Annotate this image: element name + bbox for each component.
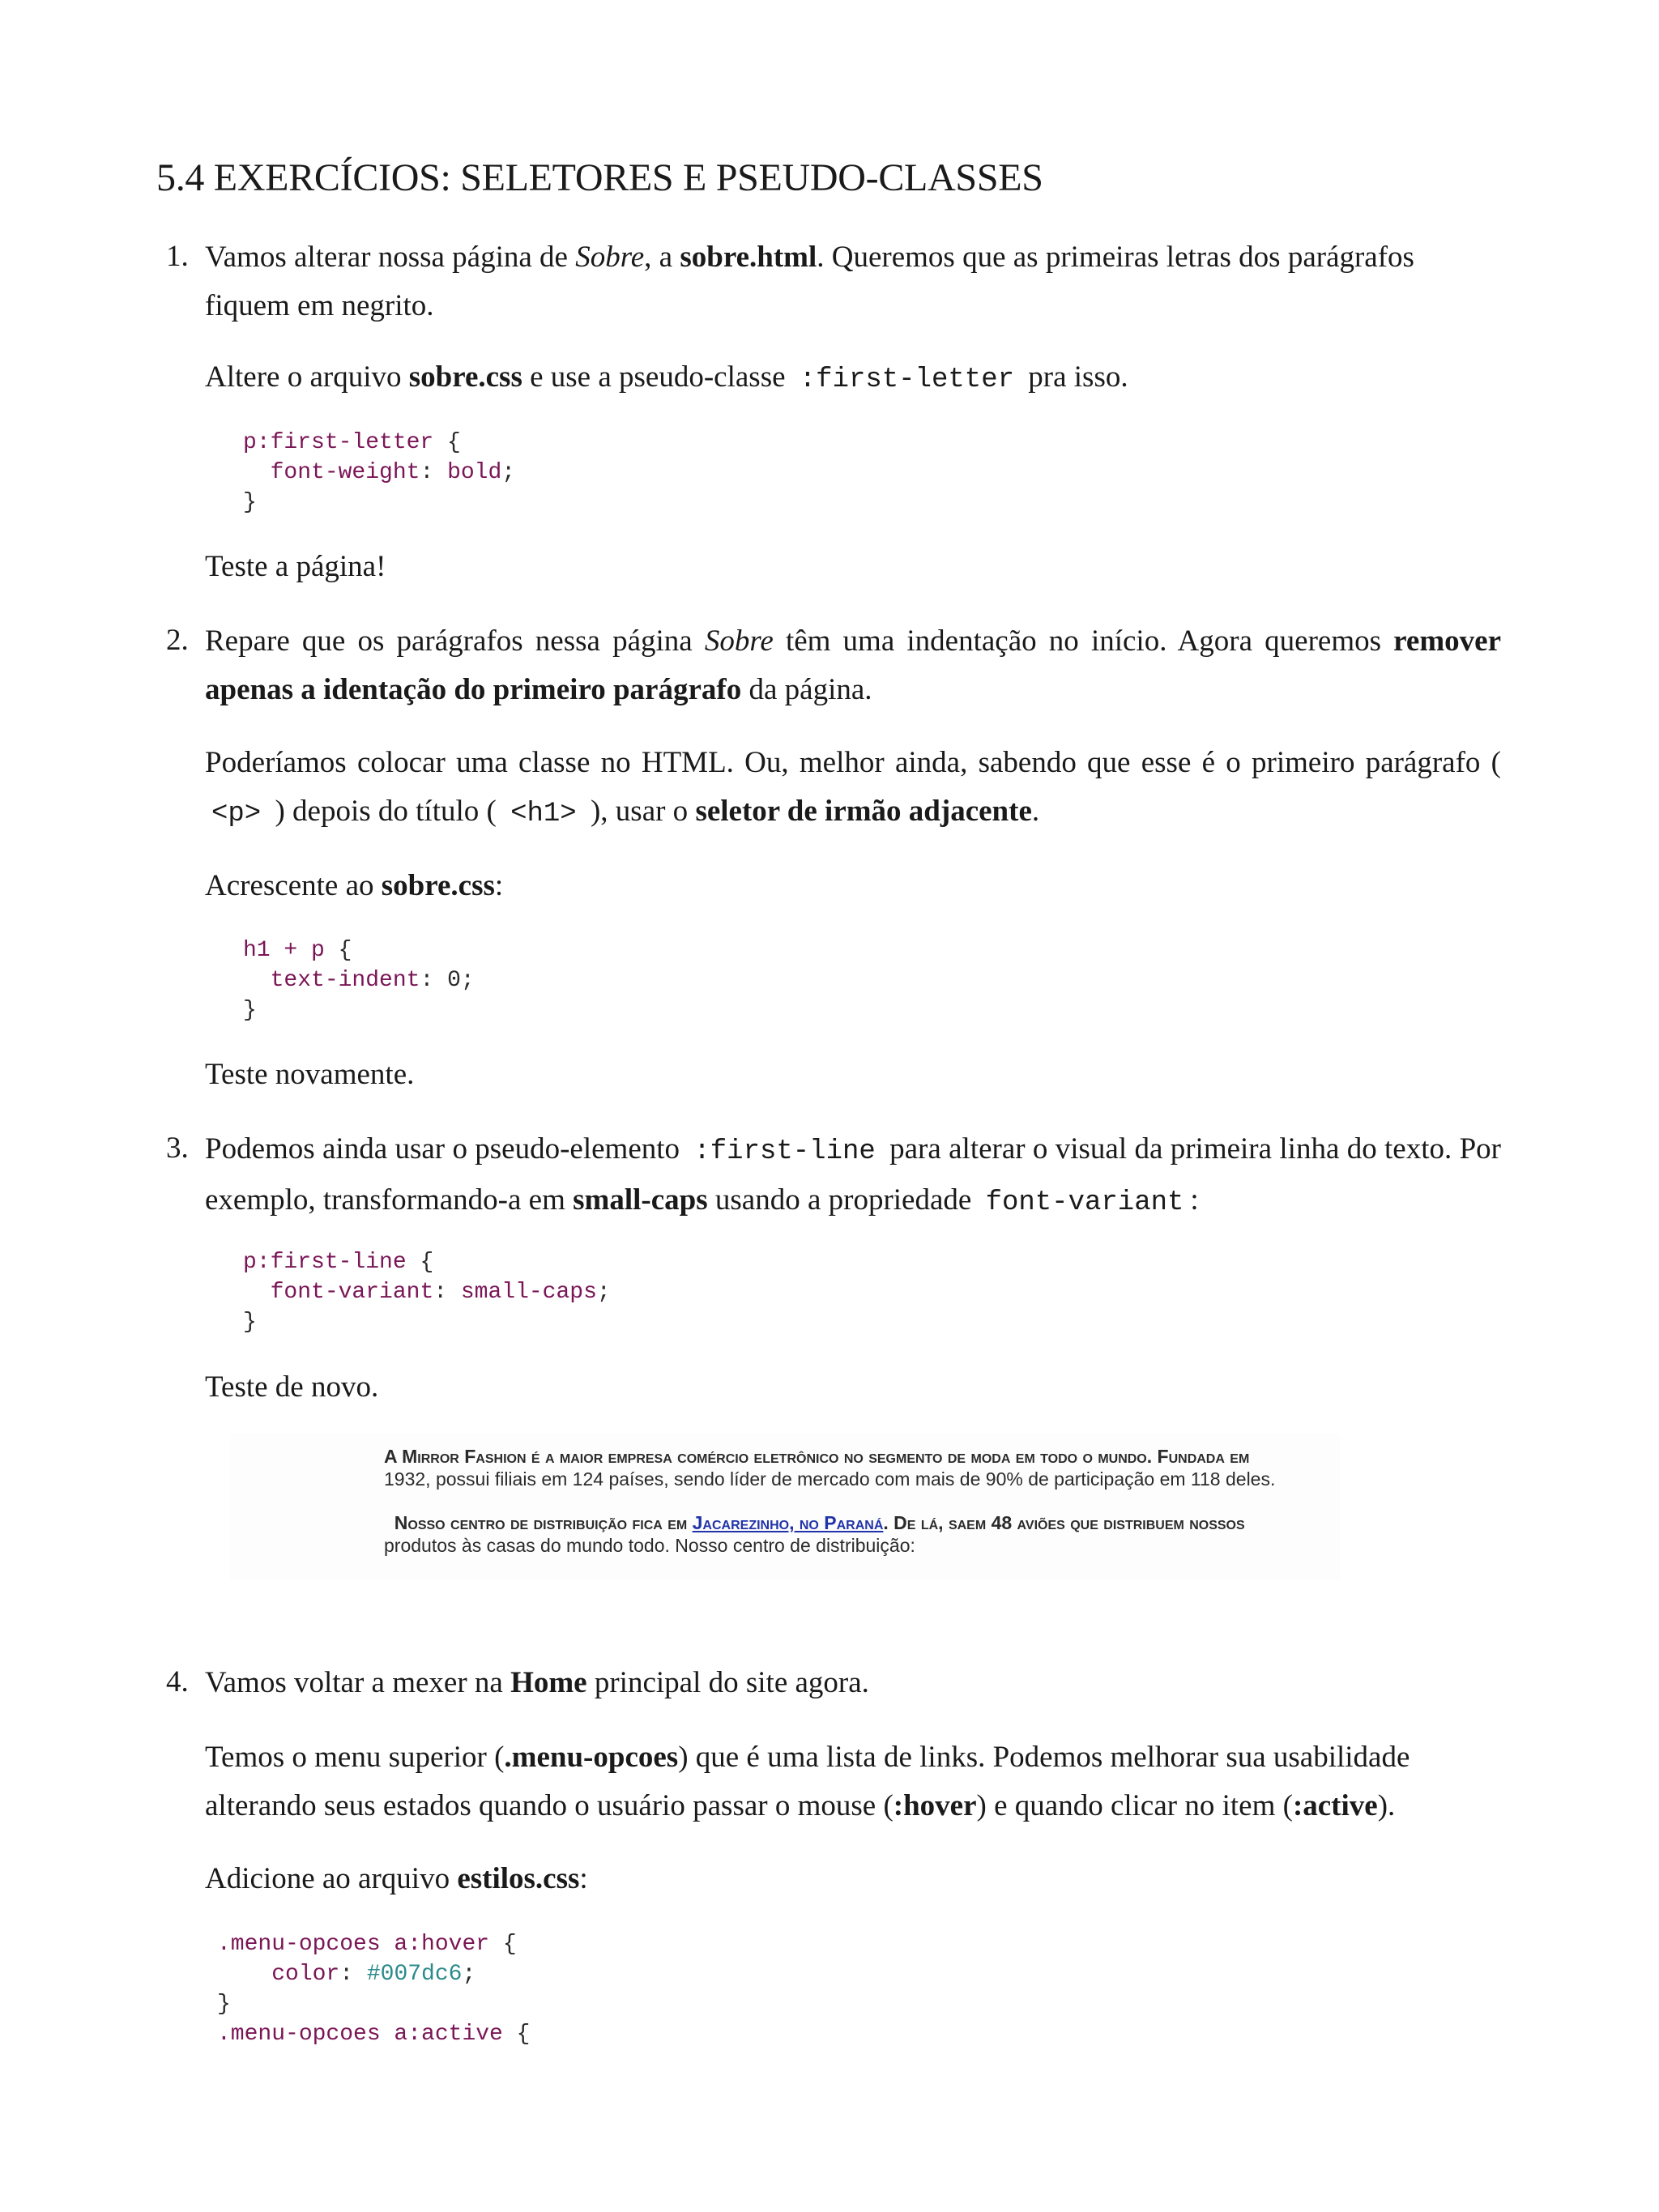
example-screenshot: [230, 1434, 1340, 1579]
text: ), usar o: [582, 795, 696, 828]
code-selector: h1 + p: [243, 938, 325, 963]
item-4-paragraph-2: [205, 1733, 1501, 1831]
text: Vamos alterar nossa página de: [205, 241, 576, 274]
section-heading: 5.4 EXERCÍCIOS: SELETORES E PSEUDO-CLASSES: [156, 156, 1043, 199]
code-property: text-indent: [270, 968, 420, 993]
item-1-paragraph-1: [205, 233, 1501, 330]
text: para alterar o visual da primeira linha do texto. Por exemplo, transformando-a em: [205, 1132, 1501, 1217]
item-3-paragraph-2: Teste de novo.: [205, 1370, 379, 1404]
text: ) que é uma lista de links. Podemos melhorar sua usabilidade alterando seus estados quando o usuário passar o mouse (: [205, 1741, 1410, 1822]
item-4-paragraph-1: [205, 1659, 1501, 1707]
text: Acrescente ao: [205, 869, 382, 902]
code-value: #007dc6: [366, 1962, 463, 1987]
text: Poderíamos colocar uma classe no HTML. Ou, melhor ainda, sabendo que esse é o primeiro parágrafo (: [205, 746, 1501, 779]
text: produtos às casas do mundo todo. Nosso centro de distribuição:: [384, 1535, 915, 1556]
text: pra isso.: [1021, 360, 1128, 394]
strong: sobre.css: [381, 869, 495, 902]
item-2-paragraph-2: [205, 739, 1501, 838]
item-4-paragraph-3: [205, 1855, 1501, 1903]
jacarezinho-link[interactable]: Jacarezinho, no Paraná: [692, 1512, 884, 1533]
item-1-paragraph-2: [205, 353, 1501, 404]
item-1-number: 1.: [166, 240, 189, 273]
text: ).: [1377, 1789, 1396, 1822]
text: 1932, possui filiais em 124 países, sendo líder de mercado com mais de 90% de participação em 118 deles.: [384, 1468, 1276, 1490]
text: e use a pseudo-classe: [522, 360, 793, 394]
code-selector: p:first-letter: [243, 430, 434, 455]
text: ) e quando clicar no item (: [976, 1789, 1293, 1822]
item-1-paragraph-3: Teste a página!: [205, 550, 386, 583]
text: Temos o menu superior (: [205, 1741, 505, 1774]
item-2-number: 2.: [166, 624, 189, 657]
text: , a: [644, 241, 680, 274]
inline-code: :first-letter: [799, 364, 1015, 395]
strong: remover apenas a identação do primeiro parágrafo: [205, 624, 1501, 706]
text: Podemos ainda usar o pseudo-elemento: [205, 1132, 688, 1166]
code-block-3: p:first-line { font-variant: small-caps; }: [243, 1250, 611, 1335]
item-3-number: 3.: [166, 1132, 189, 1165]
code-value: bold: [447, 460, 502, 485]
item-3-paragraph-1: [205, 1125, 1501, 1227]
code-selector: .menu-opcoes a:hover: [217, 1932, 490, 1957]
code-selector: .menu-opcoes a:active: [217, 2022, 503, 2047]
code-property: font-variant: [270, 1280, 434, 1305]
text: Adicione ao arquivo: [205, 1862, 458, 1895]
screenshot-paragraph-2: [384, 1511, 1340, 1557]
text: :: [579, 1862, 588, 1895]
text: Altere o arquivo: [205, 360, 409, 394]
text: principal do site agora.: [586, 1666, 869, 1699]
strong: estilos.css: [457, 1862, 580, 1895]
item-2-paragraph-4: Teste novamente.: [205, 1058, 415, 1091]
strong: sobre.css: [408, 360, 522, 394]
code-block-2: h1 + p { text-indent: 0; }: [243, 938, 475, 1023]
emphasis: Sobre: [704, 624, 774, 658]
inline-code: font-variant: [985, 1187, 1184, 1218]
text: . Queremos que as primeiras letras dos parágrafos fiquem em negrito.: [205, 241, 1414, 322]
inline-code: :first-line: [693, 1136, 876, 1167]
text: usando a propriedade: [707, 1183, 979, 1217]
screenshot-paragraph-1: [384, 1445, 1340, 1490]
item-4-number: 4.: [166, 1665, 189, 1698]
text: da página.: [741, 673, 872, 706]
code-property: font-weight: [270, 460, 420, 485]
strong: .menu-opcoes: [504, 1741, 679, 1774]
text: :: [494, 869, 504, 902]
text: .: [1031, 795, 1040, 828]
text: :: [1190, 1183, 1199, 1217]
strong: small-caps: [573, 1183, 708, 1217]
text: ) depois do título (: [267, 795, 505, 828]
code-block-4: .menu-opcoes a:hover { color: #007dc6; } .menu-opcoes a:active {: [217, 1932, 531, 2047]
code-property: color: [271, 1962, 340, 1987]
small-caps-line: . De lá, saem 48 aviões que distribuem nossos: [883, 1512, 1245, 1533]
text: Vamos voltar a mexer na: [205, 1666, 511, 1699]
strong: :hover: [893, 1789, 977, 1822]
item-2-paragraph-1: [205, 617, 1501, 714]
inline-code: <h1>: [510, 799, 577, 829]
strong: Home: [510, 1666, 587, 1699]
inline-code: <p>: [211, 799, 262, 829]
text: Repare que os parágrafos nessa página: [205, 624, 705, 658]
emphasis: Sobre: [575, 241, 645, 274]
code-block-1: p:first-letter { font-weight: bold; }: [243, 430, 516, 515]
small-caps-line: A Mirror Fashion é a maior empresa comércio eletrônico no segmento de moda em todo o mundo. Fundada em: [384, 1446, 1250, 1467]
code-value: small-caps: [460, 1280, 597, 1305]
code-selector: p:first-line: [243, 1250, 407, 1275]
text: têm uma indentação no início. Agora queremos: [773, 624, 1394, 658]
strong: :active: [1292, 1789, 1378, 1822]
small-caps-line: Nosso centro de distribuição fica em: [394, 1512, 688, 1533]
strong: seletor de irmão adjacente: [695, 795, 1032, 828]
item-2-paragraph-3: [205, 862, 1501, 910]
strong: sobre.html: [680, 241, 817, 274]
code-value: 0: [447, 968, 461, 993]
